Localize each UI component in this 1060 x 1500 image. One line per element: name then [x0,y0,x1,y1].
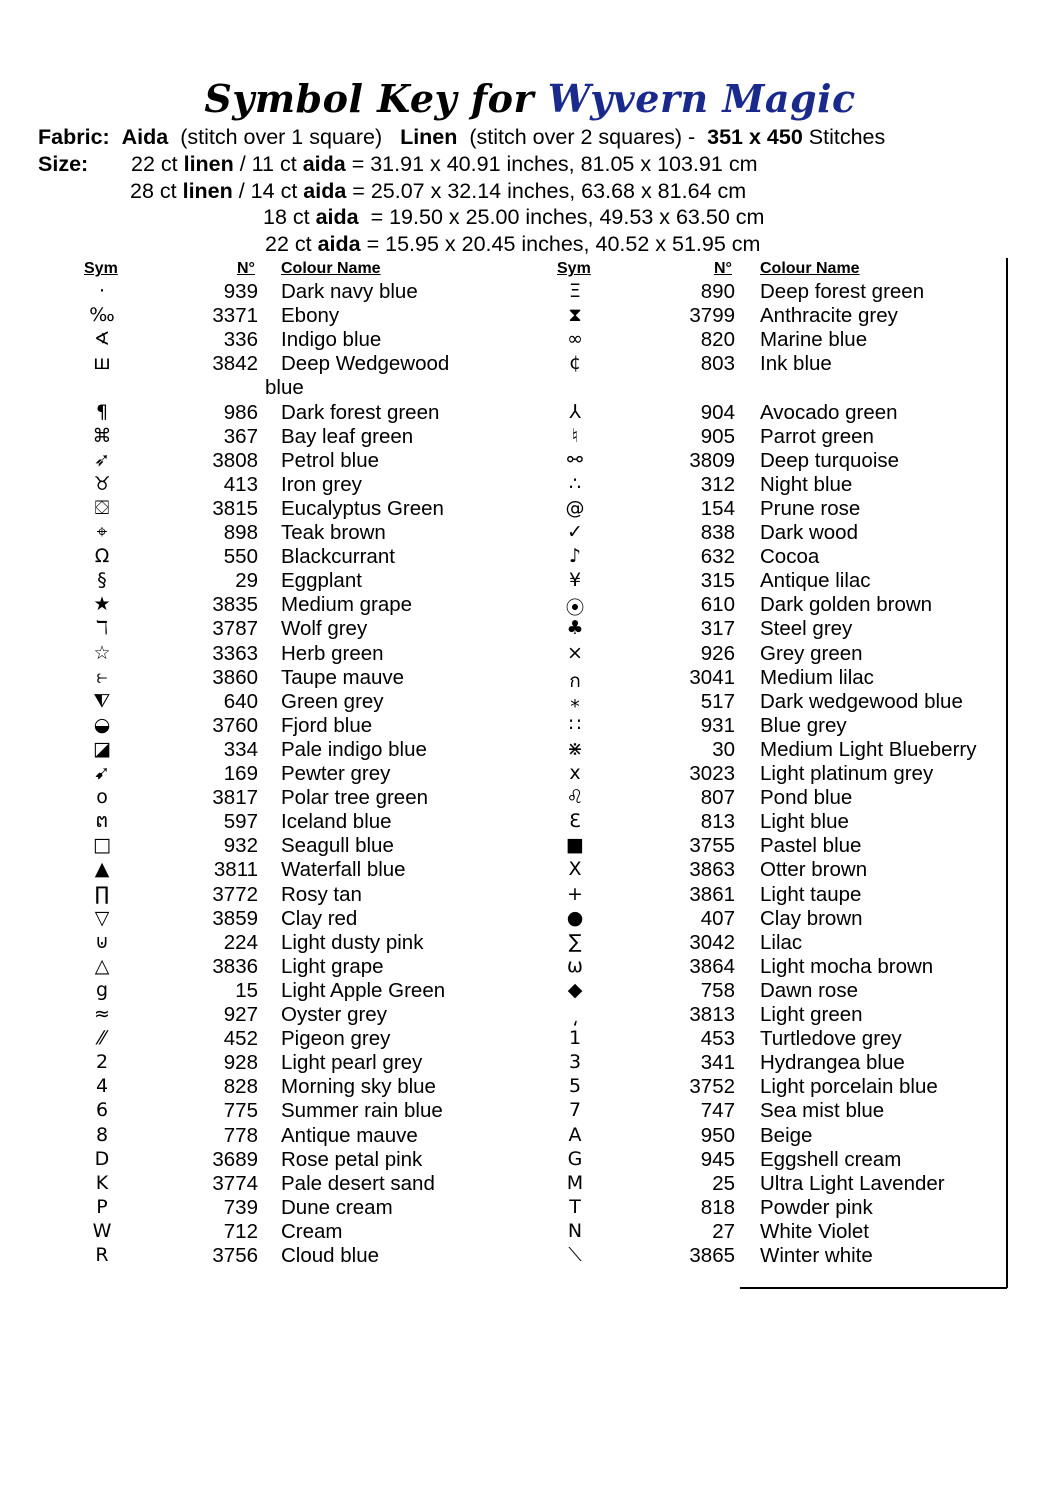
row-number: 904 [700,400,735,424]
row-colour-name: Petrol blue [281,448,380,472]
row-number: 3808 [212,448,258,472]
row-symbol: N [567,1219,583,1242]
row-colour-name: Seagull blue [281,834,394,858]
row-symbol: ♮ [571,424,579,447]
row-number: 3864 [689,954,735,978]
row-colour-name: Oyster grey [281,1003,387,1026]
row-colour-name: Ebony [281,304,340,328]
row-number: 3817 [212,786,258,810]
row-number: 932 [223,834,258,858]
header-sym-right: Sym [557,260,591,277]
row-number: 3799 [689,304,735,328]
size-3-pre: 18 ct [263,205,316,229]
fabric-line [38,125,885,150]
row-colour-name: Antique lilac [760,569,871,593]
size-2-b1: linen [182,179,233,203]
size-1-b1: linen [183,152,234,176]
row-symbol: ♪ [568,545,582,568]
row-colour-name: Pastel blue [760,834,862,858]
row-number: 3842 [212,352,258,376]
row-number: 317 [700,617,735,641]
row-colour-name: Deep forest green [760,280,925,303]
row-symbol: ⸲ [572,1006,578,1028]
row-number: 739 [223,1195,258,1219]
row-colour-name: Medium Light Blueberry [760,737,977,761]
row-number: 3755 [689,834,735,858]
title-part1: Symbol Key for [204,76,535,121]
row-symbol: ➹ [94,762,110,784]
row-colour-name: Parrot green [760,424,874,448]
row-symbol: ¶ [95,400,109,423]
row-colour-name: Bay leaf green [281,424,414,448]
row-colour-name: Light platinum grey [760,762,934,785]
size-4-post: = 15.95 x 20.45 inches, 40.52 x 51.95 cm [360,232,761,256]
row-symbol: o [96,786,108,809]
size-4-pre: 22 ct [265,232,318,256]
title-part2: Wyvern Magic [547,76,856,121]
row-colour-name: Light porcelain blue [760,1075,938,1099]
header-name-right: Colour Name [760,260,860,277]
row-colour-name: Indigo blue [281,328,382,352]
row-colour-name: Light pearl grey [281,1051,423,1075]
row-number: 3689 [212,1147,258,1171]
row-symbol: ℸ [95,617,109,640]
row-colour-name: Medium lilac [760,665,874,689]
row-symbol: ◒ [93,713,111,736]
row-colour-name: Blue grey [760,713,847,737]
row-symbol: ⧗ [568,304,582,327]
row-number: 334 [223,737,258,761]
row-number: 610 [700,593,735,617]
row-number: 3811 [213,858,258,882]
row-number: 828 [223,1075,258,1099]
row-symbol: ≈ [94,1003,110,1025]
row-number: 3815 [212,496,258,520]
row-symbol: G [567,1147,583,1170]
row-colour-name: Pewter grey [281,762,391,785]
row-symbol: 5 [568,1075,582,1098]
row-symbol: § [97,569,107,592]
row-colour-name: Fjord blue [281,713,373,737]
row-number: 928 [223,1051,258,1075]
row-number: 931 [700,713,735,737]
row-symbol: ∴ [568,472,582,495]
row-colour-name: Deep Wedgewood [281,352,450,376]
row-colour-name: Medium grape [281,593,413,617]
row-number: 632 [700,545,735,569]
row-symbol: ➶ [94,448,110,471]
row-colour-name: Antique mauve [281,1123,418,1147]
row-colour-name: Polar tree green [281,786,429,810]
row-colour-name: Eggshell cream [760,1147,902,1171]
header-num-left: N° [237,260,255,277]
row-symbol: @ [565,496,585,519]
row-symbol: ก [569,669,581,692]
row-colour-name: Ink blue [760,352,832,376]
row-number: 3809 [689,448,735,472]
row-colour-name: Green grey [281,689,384,713]
row-number: 154 [700,496,735,520]
row-symbol: ⥼ [96,665,108,688]
row-number: 517 [700,689,735,713]
row-number: 927 [223,1003,258,1026]
row-symbol: ✓ [567,521,583,543]
row-colour-name: Cream [281,1219,343,1243]
row-symbol: □ [93,834,111,857]
row-symbol: ⟍ [568,1244,582,1266]
row-colour-name: Light grape [281,954,384,978]
header-sym-left: Sym [84,260,118,277]
row-colour-name: Turtledove grey [760,1027,902,1051]
row-symbol: ∑ [568,930,582,953]
row-number: 640 [223,689,258,713]
row-colour-name: Avocado green [760,400,898,424]
row-symbol: 4 [95,1075,109,1098]
row-symbol: 6 [95,1099,109,1122]
row-number: 986 [223,400,258,424]
row-colour-name: Light Apple Green [281,978,446,1002]
row-symbol: ⌘ [92,424,112,447]
row-colour-name: Eucalyptus Green [281,496,444,520]
row-number: 3371 [212,304,258,328]
row-number: 25 [712,1171,735,1195]
row-colour-name: Winter white [760,1244,873,1267]
row-symbol: T [569,1195,581,1218]
row-symbol: ♉ [93,472,111,495]
row-colour-name: Blackcurrant [281,545,395,569]
size-2-post: = 25.07 x 32.14 inches, 63.68 x 81.64 cm [346,179,747,203]
row-number: 30 [712,737,735,761]
row-number: 29 [235,569,258,593]
row-number: 747 [700,1099,735,1123]
row-colour-name: Ultra Light Lavender [760,1171,945,1195]
fabric-aida-note: (stitch over 1 square) [180,125,383,149]
row-colour-name: White Violet [760,1219,870,1243]
row-symbol: ‰ [89,304,115,327]
row-symbol: 1 [568,1027,582,1050]
row-colour-name: Morning sky blue [281,1075,436,1099]
row-colour-name: Powder pink [760,1195,873,1219]
row-colour-name: Wolf grey [281,617,368,641]
row-symbol: ♌ [566,786,584,809]
row-symbol: ⨯ [567,641,583,664]
row-number: 758 [700,978,735,1002]
row-symbol: ▲ [94,858,110,881]
row-colour-name: Pigeon grey [281,1027,391,1051]
row-number: 838 [700,521,735,544]
row-number: 3813 [689,1003,735,1026]
row-colour-name: Dark navy blue [281,280,418,303]
row-symbol: ω [567,954,583,977]
row-colour-name: Cocoa [760,545,820,569]
row-number: 712 [223,1219,258,1243]
row-number: 367 [223,424,258,448]
row-number: 926 [700,641,735,665]
row-number: 3835 [212,593,258,617]
row-colour-name: Night blue [760,472,853,496]
row-symbol: ⌖ [96,521,108,543]
row-symbol: ∞ [567,328,583,351]
row-symbol: 2 [95,1051,109,1074]
row-number: 3023 [689,762,735,785]
size-2-pre: 28 ct [130,179,183,203]
row-number: 315 [700,569,735,593]
row-colour-name: Clay red [281,906,358,930]
row-number: 341 [700,1051,735,1075]
row-number: 3041 [689,665,735,689]
size-line-1 [131,152,757,177]
row-symbol: ⦿ [565,597,585,620]
row-colour-name: Marine blue [760,328,868,352]
row-colour-name: Light taupe [760,882,862,906]
size-3-post: = 19.50 x 25.00 inches, 49.53 x 63.50 cm [358,205,765,229]
row-colour-name: Light blue [760,810,849,834]
row-colour-name: Grey green [760,641,863,665]
row-symbol: ⧨ [93,689,111,712]
row-symbol: + [567,882,583,905]
row-colour-name: Light mocha brown [760,954,934,978]
row-symbol: ⚯ [567,448,583,471]
row-number: 3860 [212,665,258,689]
row-symbol: ★ [93,593,111,616]
row-number: 818 [700,1195,735,1219]
right-border-line [1006,258,1008,1288]
size-1-mid: / 11 ct [233,152,303,176]
row-symbol: ▽ [94,906,110,929]
row-number: 939 [223,280,258,303]
row-number: 898 [223,521,258,544]
row-symbol: 3 [568,1051,582,1074]
row-colour-name: Hydrangea blue [760,1051,905,1075]
fabric-linen-note: (stitch over 2 squares) - [469,125,696,149]
row-number: 15 [235,978,258,1002]
row-number: 905 [700,424,735,448]
row-colour-name: Otter brown [760,858,868,882]
row-number: 3774 [212,1171,258,1195]
fabric-label: Fabric: [38,125,110,149]
row-number: 775 [223,1099,258,1123]
row-colour-name: Taupe mauve [281,665,405,689]
row-number: 950 [700,1123,735,1147]
row-number: 407 [700,906,735,930]
row-colour-name: Dark wedgewood blue [760,689,963,713]
row-number: 27 [712,1219,735,1243]
row-symbol: · [98,280,106,302]
row-number: 453 [700,1027,735,1051]
row-number: 3760 [212,713,258,737]
row-number: 550 [223,545,258,569]
row-symbol: X [568,858,582,881]
row-symbol: ຕ [95,810,109,833]
row-colour-name: Pond blue [760,786,853,810]
row-number: 3752 [689,1075,735,1099]
row-colour-name: Eggplant [281,569,362,593]
row-symbol: ¥ [568,569,582,592]
row-symbol: ● [566,906,584,929]
size-1-pre: 22 ct [131,152,184,176]
row-symbol: ■ [566,834,584,857]
fabric-aida: Aida [121,125,169,149]
row-colour-name: Rose petal pink [281,1147,423,1171]
row-colour-name: Dark golden brown [760,593,933,617]
row-colour-name: Dune cream [281,1195,393,1219]
row-colour-name: Rosy tan [281,882,362,906]
row-number: 312 [700,472,735,496]
row-colour-name: Anthracite grey [760,304,898,328]
row-colour-name: Dawn rose [760,978,858,1002]
row-colour-name: Teak brown [281,521,386,544]
fabric-linen: Linen [400,125,458,149]
row-colour-name: Beige [760,1123,813,1147]
row-number: 3787 [212,617,258,641]
row-symbol: A [568,1123,582,1146]
row-symbol: ⁎ [570,689,580,712]
row-colour-name: Iron grey [281,472,362,496]
row-colour-name: Summer rain blue [281,1099,443,1123]
row-symbol: W [92,1219,112,1242]
row-colour-name: Cloud blue [281,1244,380,1267]
row-number: 945 [700,1147,735,1171]
row-symbol: x [569,762,581,784]
row-number: 778 [223,1123,258,1147]
size-line-3 [263,205,764,230]
row-colour-name: Light dusty pink [281,930,424,954]
size-2-mid: / 14 ct [232,179,304,203]
row-colour-name: Iceland blue [281,810,392,834]
row-number: 890 [700,280,735,303]
row-symbol: ∢ [94,328,110,351]
row-number: 413 [223,472,258,496]
row-number: 3861 [689,882,735,906]
row-symbol: ⁄⁄ [98,1027,106,1050]
row-colour-name: Deep turquoise [760,448,900,472]
row-number: 3042 [689,930,735,954]
row-symbol: R [95,1244,109,1266]
size-line-2 [130,179,746,204]
row-symbol: M [566,1171,584,1194]
size-1-post: = 31.91 x 40.91 inches, 81.05 x 103.91 cm [345,152,758,176]
row-colour-name-wrap: blue [265,376,304,400]
row-symbol: ⊍ [95,930,109,953]
row-number: 224 [223,930,258,954]
row-symbol: ∏ [94,882,110,905]
row-colour-name: Lilac [760,930,803,954]
row-symbol: D [94,1147,110,1170]
row-symbol: Ɛ [569,810,581,833]
size-1-b2: aida [302,152,346,176]
row-colour-name: Light green [760,1003,863,1026]
page-title [0,76,1060,121]
row-colour-name: Herb green [281,641,384,665]
row-number: 813 [700,810,735,834]
row-symbol: ¢ [568,352,582,375]
row-number: 3756 [212,1244,258,1267]
row-number: 3865 [689,1244,735,1267]
row-symbol: ⅄ [569,400,581,423]
row-number: 3863 [689,858,735,882]
row-colour-name: Clay brown [760,906,863,930]
size-label: Size: [38,152,89,176]
row-number: 807 [700,786,735,810]
row-symbol: 7 [568,1099,582,1122]
size-line-4 [265,232,760,257]
row-symbol: ♣ [566,617,584,640]
row-colour-name: Pale indigo blue [281,737,427,761]
row-symbol: ◆ [567,978,583,1001]
row-symbol: ⋇ [567,737,583,760]
row-number: 597 [223,810,258,834]
row-symbol: K [95,1171,109,1194]
row-symbol: Ξ [568,280,581,302]
row-number: 3772 [212,882,258,906]
size-2-b2: aida [303,179,347,203]
row-symbol: △ [94,954,110,977]
row-colour-name: Steel grey [760,617,853,641]
stitch-word: Stitches [808,125,886,149]
row-colour-name: Prune rose [760,496,861,520]
row-number: 820 [700,328,735,352]
stitch-dims: 351 x 450 [707,125,803,149]
row-colour-name: Waterfall blue [281,858,406,882]
row-symbol: g [95,978,109,1001]
row-symbol: ∷ [568,713,582,736]
row-symbol: ☆ [93,641,111,664]
row-symbol: ⛋ [94,496,110,519]
header-num-right: N° [714,260,732,277]
row-symbol: ш [93,352,111,375]
size-label-wrap [38,152,88,177]
row-number: 3363 [212,641,258,665]
row-symbol: ◪ [93,737,111,760]
row-colour-name: Pale desert sand [281,1171,435,1195]
size-3-b1: aida [315,205,359,229]
row-colour-name: Dark wood [760,521,858,544]
bottom-border-line [740,1287,1007,1289]
row-number: 3859 [212,906,258,930]
row-number: 452 [223,1027,258,1051]
row-colour-name: Sea mist blue [760,1099,885,1123]
header-name-left: Colour Name [281,260,381,277]
row-number: 336 [223,328,258,352]
row-symbol: 8 [95,1123,109,1146]
row-number: 169 [223,762,258,785]
row-symbol: P [96,1195,108,1218]
row-symbol: Ω [94,545,110,568]
row-number: 803 [700,352,735,376]
size-4-b1: aida [317,232,361,256]
row-colour-name: Dark forest green [281,400,440,424]
row-number: 3836 [212,954,258,978]
